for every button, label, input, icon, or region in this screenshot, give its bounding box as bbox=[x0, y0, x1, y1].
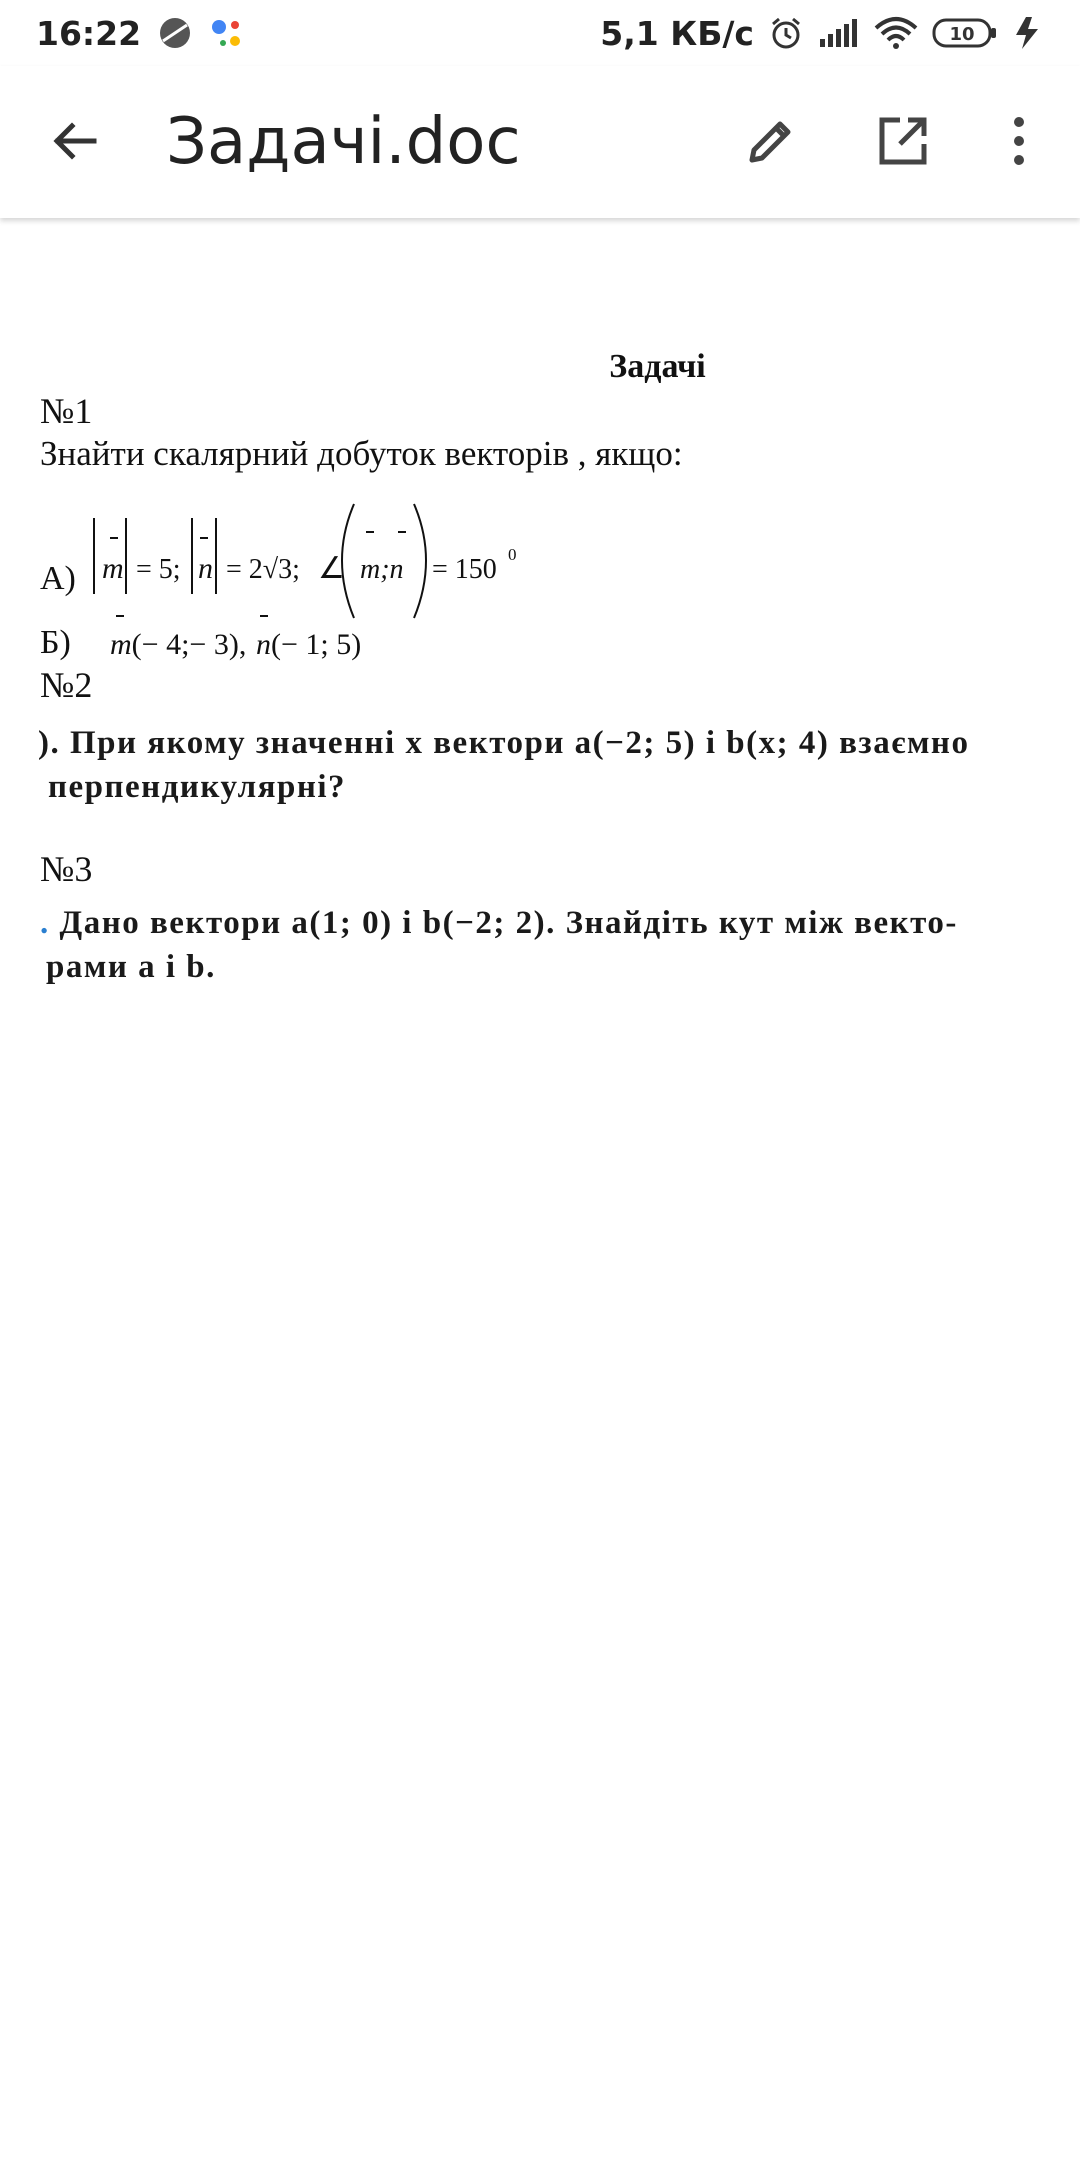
arrow-back-icon bbox=[50, 116, 100, 170]
battery-level: 10 bbox=[949, 24, 975, 45]
task3-number: №3 bbox=[40, 849, 93, 889]
document-page bbox=[0, 218, 1080, 2160]
svg-text:∠: ∠ bbox=[318, 552, 345, 585]
formula-a-graphic bbox=[92, 502, 532, 622]
svg-text:m;n: m;n bbox=[360, 554, 404, 585]
edit-button[interactable] bbox=[736, 108, 806, 178]
app-bar bbox=[0, 66, 1080, 218]
pencil-icon bbox=[744, 114, 798, 172]
task2-line-2: перпендикулярні? bbox=[48, 769, 347, 805]
formula-b-graphic bbox=[108, 606, 378, 666]
alarm-icon bbox=[768, 15, 804, 51]
task1-part-b-label: Б) bbox=[40, 624, 71, 661]
svg-text:= 2√3;: = 2√3; bbox=[226, 554, 300, 585]
svg-text:= 150: = 150 bbox=[432, 554, 497, 585]
svg-text:= 5;: = 5; bbox=[136, 554, 181, 585]
more-vert-icon bbox=[1009, 114, 1029, 172]
task1-formula-b bbox=[108, 606, 378, 674]
task1-text: Знайти скалярний добуток векторів , якщо: bbox=[40, 434, 683, 473]
svg-text:n: n bbox=[198, 552, 213, 585]
task2-prefix: ). bbox=[38, 725, 61, 761]
task3-line-2: рами a і b. bbox=[46, 949, 216, 985]
status-bar bbox=[0, 0, 1080, 66]
planet-icon bbox=[157, 15, 193, 51]
task3-line-1 bbox=[40, 901, 1050, 945]
status-bar-left bbox=[36, 14, 245, 53]
svg-text:m: m bbox=[102, 552, 124, 585]
task1-part-a-label: А) bbox=[40, 560, 76, 597]
document-heading: Задачі bbox=[609, 348, 706, 385]
svg-text:0: 0 bbox=[508, 545, 517, 564]
wifi-icon bbox=[874, 16, 918, 50]
signal-icon bbox=[818, 17, 860, 49]
assistant-icon bbox=[209, 15, 245, 51]
task2-line-1-text: При якому значенні x вектори a(−2; 5) і b(x; 4) взаємно bbox=[70, 725, 970, 761]
document-title: Задачі.doc bbox=[166, 105, 521, 179]
back-button[interactable] bbox=[40, 108, 110, 178]
status-time: 16:22 bbox=[36, 13, 142, 53]
battery-icon bbox=[932, 17, 998, 49]
open-external-button[interactable] bbox=[868, 108, 938, 178]
charging-icon bbox=[1012, 15, 1044, 51]
status-bar-right bbox=[600, 14, 1044, 53]
task3-text bbox=[40, 901, 1050, 989]
task2-number: №2 bbox=[40, 665, 93, 705]
task2-text bbox=[38, 721, 1048, 809]
task3-prefix: . bbox=[40, 905, 50, 941]
task2-line-1 bbox=[38, 721, 1048, 765]
task3-line-1-text: Дано вектори a(1; 0) і b(−2; 2). Знайдіть кут між векто- bbox=[59, 905, 958, 941]
task1-number: №1 bbox=[40, 391, 93, 431]
svg-text:m(− 4;− 3),: m(− 4;− 3), bbox=[110, 628, 247, 661]
svg-text:n(− 1; 5): n(− 1; 5) bbox=[256, 628, 362, 661]
open-external-icon bbox=[876, 114, 930, 172]
network-speed: 5,1 КБ/с bbox=[600, 13, 754, 53]
more-options-button[interactable] bbox=[984, 108, 1054, 178]
